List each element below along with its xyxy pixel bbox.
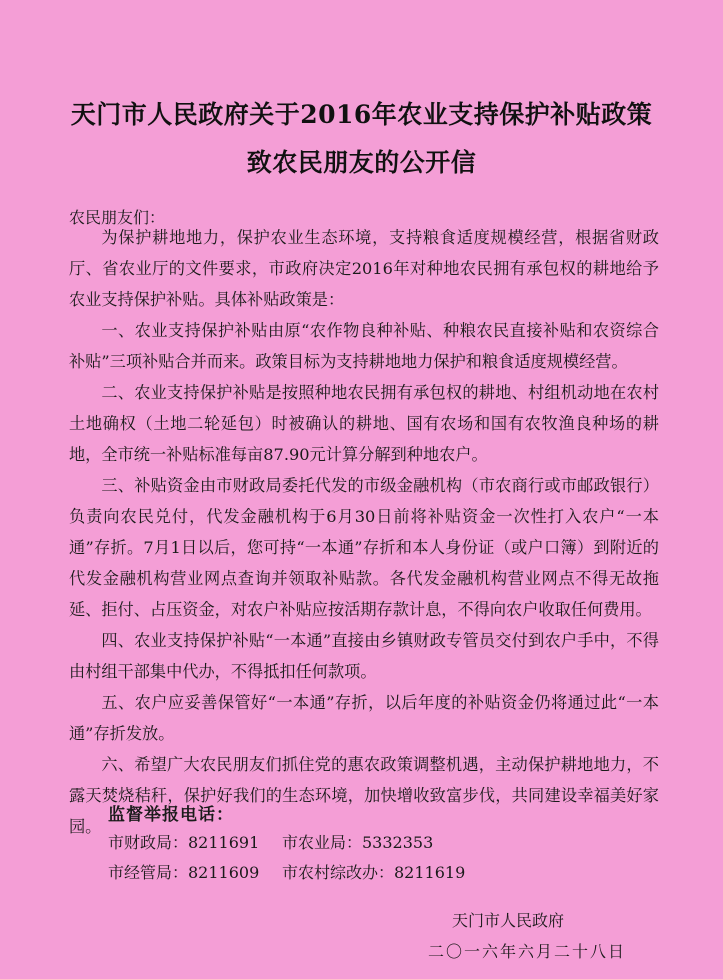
phone-agriculture-bureau: 市农业局：5332353	[282, 833, 434, 852]
paragraph-6: 六、希望广大农民朋友们抓住党的惠农政策调整机遇，主动保护耕地地力，不露天焚烧秸秆，保护好我们的生态环境，加快增收致富步伐，共同建设幸福美好家园。	[69, 755, 659, 836]
phone-economic-management-bureau: 市经管局：8211609	[108, 863, 260, 882]
paragraph-1: 一、农业支持保护补贴由原“农作物良种补贴、种粮农民直接补贴和农资综合补贴”三项补贴合并而来。政策目标为支持耕地地力保护和粮食适度规模经营。	[69, 321, 659, 371]
letter-body	[69, 222, 659, 842]
hotline-title: 监督举报电话：	[108, 805, 234, 825]
paragraph-5: 五、农户应妥善保管好“一本通”存折，以后年度的补贴资金仍将通过此“一本通”存折发放。	[69, 693, 659, 743]
letter-title-line2: 致农民朋友的公开信	[246, 148, 477, 177]
signature-organization: 天门市人民政府	[452, 911, 565, 930]
salutation: 农民朋友们：	[69, 208, 166, 227]
phone-finance-bureau: 市财政局：8211691	[108, 833, 260, 852]
paragraph-4: 四、农业支持保护补贴“一本通”直接由乡镇财政专管员交付到农户手中，不得由村组干部集中代办，不得抵扣任何款项。	[69, 631, 659, 681]
signature-date: 二〇一六年六月二十八日	[428, 942, 627, 961]
paragraph-intro: 为保护耕地地力，保护农业生态环境，支持粮食适度规模经营，根据省财政厅、省农业厅的文件要求，市政府决定2016年对种地农民拥有承包权的耕地给予农业支持保护补贴。具体补贴政策是：	[69, 228, 659, 309]
paragraph-2: 二、农业支持保护补贴是按照种地农民拥有承包权的耕地、村组机动地在农村土地确权（土地二轮延包）时被确认的耕地、国有农场和国有农牧渔良种场的耕地，全市统一补贴标准每亩87.90元计算分解到种地农户。	[69, 383, 659, 464]
paragraph-3: 三、补贴资金由市财政局委托代发的市级金融机构（市农商行或市邮政银行）负责向农民兑付，代发金融机构于6月30日前将补贴资金一次性打入农户“一本通”存折。7月1日以后，您可持“一本通”存折和本人身份证（或户口簿）到附近的代发金融机构营业网点查询并领取补贴款。各代发金融机构营业网点不得无故拖延、拒付、占压资金，对农户补贴应按活期存款计息，不得向农户收取任何费用。	[69, 476, 659, 619]
phone-rural-reform-office: 市农村综改办：8211619	[282, 863, 466, 882]
letter-title-line1: 天门市人民政府关于2016年农业支持保护补贴政策	[70, 100, 653, 129]
